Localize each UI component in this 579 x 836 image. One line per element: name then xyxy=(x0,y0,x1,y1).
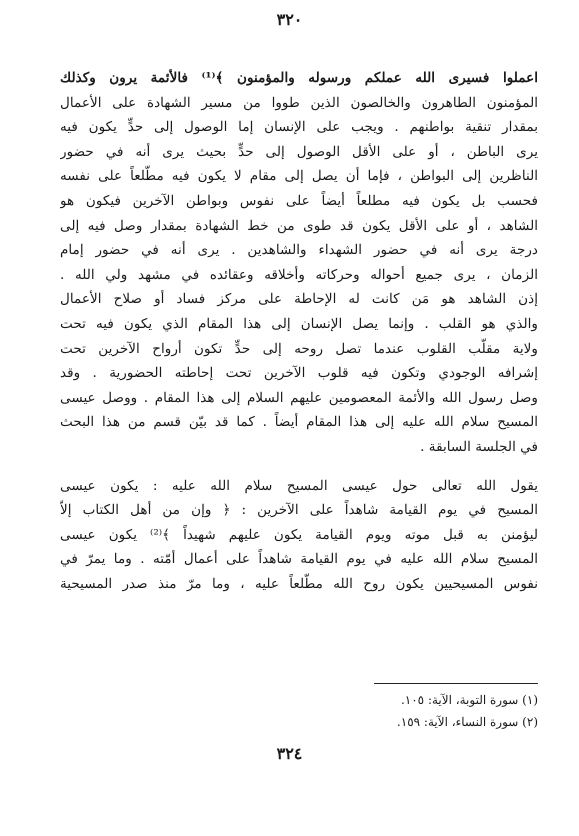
text-line: الزمان ، يرى جميع أحواله وحركاته وأخلاقه وعقائده في مشهد ولي الله . xyxy=(60,266,538,283)
footnote-separator xyxy=(374,683,538,684)
text-line: إذن الشاهد هو مَن كانت له الإحاطة على مركز فساد أو صلاح الأعمال xyxy=(60,291,538,308)
paragraph-1 xyxy=(60,66,538,460)
text-line: المسيح في يوم القيامة شاهداً على الآخرين : ﴿ وإن من أهل الكتاب إلاّ xyxy=(60,502,538,519)
text-line: ليؤمنن به قبل موته ويوم القيامة يكون عليهم شهيداً ﴾⁽²⁾ يكون عيسى xyxy=(60,526,538,543)
text-line: المسيح سلام الله عليه إلى هذا المقام أيضاً . كما قد بيّن قسم من هذا البحث xyxy=(60,414,538,431)
text-line: فحسب بل يكون فيه مطلعاً أيضاً على نفوس وبواطن الآخرين فيكون هو xyxy=(60,192,538,209)
text-line: نفوس المسيحيين يكون روح الله مطّلعاً عليه ، وما مرّ منذ صدر المسيحية xyxy=(60,575,538,592)
text-line: وصل رسول الله والأئمة المعصومين عليهم السلام إلى هذا المقام . ووصل عيسى xyxy=(60,389,538,406)
text-line: المسيح سلام الله عليه في يوم القيامة شاهداً على أعمال أمّته . وما يمرّ في xyxy=(60,551,538,568)
text-line: في الجلسة السابقة . xyxy=(420,438,538,455)
text-line: درجة يرى أنه في حضور الشهداء والشاهدين . يرى أنه في حضور إمام xyxy=(60,242,538,259)
text-line: يقول الله تعالى حول عيسى المسيح سلام الله عليه : يكون عيسى xyxy=(60,477,538,494)
paragraph-2 xyxy=(60,474,538,597)
page-number-bottom: ٣٢٤ xyxy=(276,744,303,763)
text-line: الشاهد ، أو على الأقل يكون قد طوى من خط الشهادة بمقدار وصل فيه إلى xyxy=(60,217,538,234)
text-line: ولاية مقلّب القلوب عندما تصل روحه إلى حدٍّ تكون أرواح الآخرين تحت xyxy=(60,340,538,357)
text-line: بمقدار تنقية بواطنهم . ويجب على الإنسان إما الوصول إلى حدٍّ يكون فيه xyxy=(60,119,538,136)
footnote-2: (٢) سورة النساء، الآية: ١٥٩. xyxy=(396,715,538,729)
page-number-top: ٣٢٠ xyxy=(276,10,303,29)
text-line: إشرافه الوجودي وتكون فيه قلوب الآخرين تحت إحاطته الحضورية . وقد xyxy=(60,365,538,382)
text-line: الناظرين إلى البواطن ، فإما أن يصل إلى مقام لا يكون فيه مطّلعاً على نفسه xyxy=(60,168,538,185)
footnote-1: (١) سورة التوبة، الآية: ١٠٥. xyxy=(400,693,538,707)
body-text xyxy=(60,66,538,596)
text-line: يرى الباطن ، أو على الأقل الوصول إلى حدٍّ بحيث يرى أنه في حضور xyxy=(60,143,538,160)
text-line: والذي هو القلب . وإنما يصل الإنسان إلى هذا المقام الذي يكون فيه تحت xyxy=(60,315,538,332)
text-line: اعملوا فسيرى الله عملكم ورسوله والمؤمنون ﴾⁽¹⁾ فالأئمة يرون وكذلك xyxy=(60,70,538,86)
text-line: المؤمنون الطاهرون والخالصون الذين طووا من مسير الشهادة على الأعمال xyxy=(60,94,538,111)
footnotes xyxy=(60,689,538,733)
